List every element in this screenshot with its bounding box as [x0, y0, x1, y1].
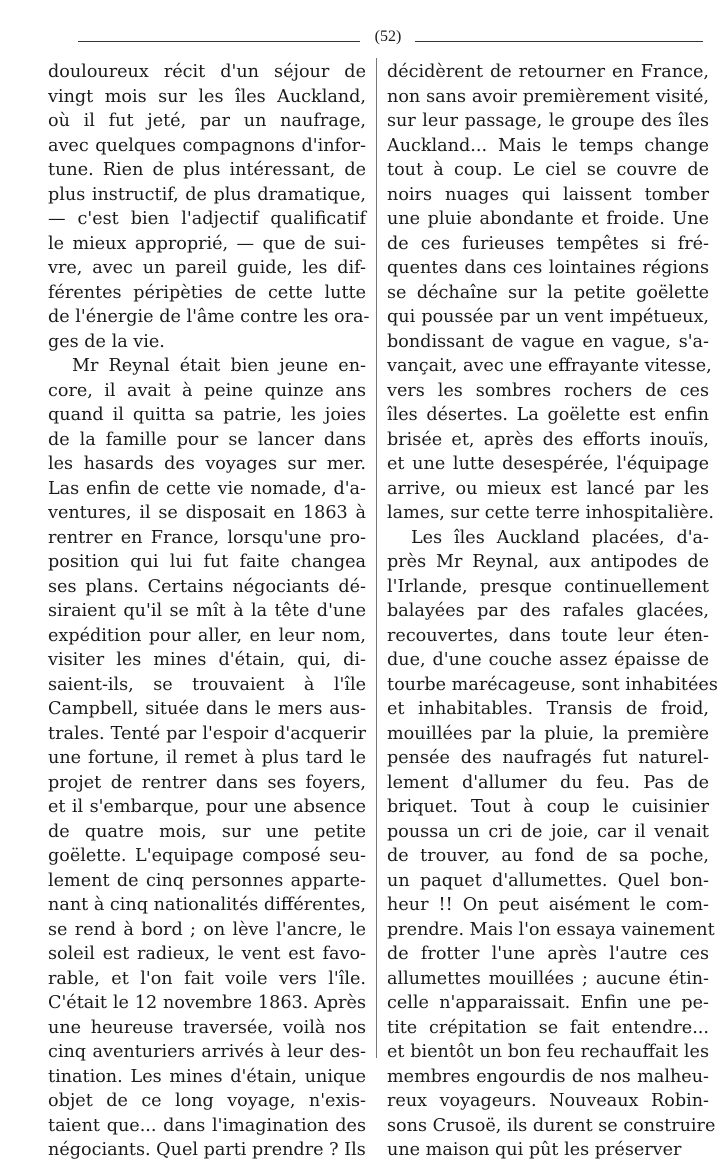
text-line: îles désertes. La goëlette est enfin	[387, 405, 709, 425]
text-line: quentes dans ces lointaines régions	[387, 258, 709, 278]
text-line: brisée et, après des efforts inouïs,	[387, 429, 709, 450]
text-line: Campbell, située dans le mers aus-	[48, 699, 366, 719]
text-line: trales. Tenté par l'espoir d'acquerir	[48, 723, 366, 744]
text-line: core, il avait à peine quinze ans	[48, 380, 366, 401]
text-line: qui poussée par un vent impétueux,	[387, 307, 709, 327]
text-line: membres engourdis de nos malheu-	[387, 1066, 709, 1087]
text-line: avec quelques compagnons d'infor-	[48, 135, 366, 156]
text-line: de la famille pour se lancer dans	[48, 429, 366, 450]
text-line: — c'est bien l'adjectif qualificatif	[48, 209, 366, 229]
text-line: C'était le 12 novembre 1863. Après	[48, 993, 366, 1013]
text-line: férentes péripèties de cette lutte	[48, 282, 366, 303]
text-line: le mieux approprié, — que de sui-	[48, 233, 366, 254]
text-line: reux voyageurs. Nouveaux Robin-	[387, 1091, 709, 1111]
text-line: goëlette. L'equipage composé seu-	[48, 846, 366, 866]
text-line: et il s'embarque, pour une absence	[48, 797, 366, 817]
text-line: Las enfin de cette vie nomade, d'a-	[48, 478, 366, 499]
text-line: lement de cinq personnes apparte-	[48, 870, 366, 891]
text-line: sons Crusoë, ils durent se construire	[387, 1115, 716, 1136]
text-line: balayées par des rafales glacées,	[387, 601, 709, 621]
text-line: visiter les mines d'étain, qui, di-	[48, 650, 366, 670]
column-divider	[376, 58, 377, 1058]
text-line: celle n'apparaissait. Enfin une pe-	[387, 993, 709, 1013]
text-line: décidèrent de retourner en France,	[387, 62, 709, 82]
text-line: ventures, il se disposait en 1863 à	[48, 503, 366, 523]
text-line: Mr Reynal était bien jeune en-	[72, 356, 366, 376]
text-line: prendre. Mais l'on essaya vainement	[387, 919, 715, 940]
text-line: douloureux récit d'un séjour de	[48, 62, 366, 82]
text-line: due, d'une couche assez épaisse de	[387, 650, 709, 670]
text-line: briquet. Tout à coup le cuisinier	[387, 797, 709, 817]
text-line: vre, avec un pareil guide, les dif-	[48, 258, 366, 278]
text-line: où il fut jeté, par un naufrage,	[48, 111, 366, 131]
header-rule-left	[78, 41, 360, 42]
text-line: nant à cinq nationalités différentes,	[48, 895, 366, 915]
text-line: de frotter l'une après l'autre ces	[387, 944, 709, 964]
text-line: poussa un cri de joie, car il venait	[387, 821, 709, 842]
text-line: vingt mois sur les îles Auckland,	[48, 86, 366, 107]
text-line: recouvertes, dans toute leur éten-	[387, 625, 709, 646]
text-line: objet de ce long voyage, n'exis-	[48, 1091, 366, 1111]
text-line: se déchaîne sur la petite goëlette	[387, 282, 709, 303]
text-line: de ces furieuses tempêtes si fré-	[387, 233, 709, 254]
text-line: lement d'allumer du feu. Pas de	[387, 772, 709, 793]
text-line: non sans avoir premièrement visité,	[387, 86, 709, 107]
text-line: les hasards des voyages sur mer.	[48, 454, 366, 474]
page-number: (52)	[374, 28, 402, 45]
text-line: rable, et l'on fait voile vers l'île.	[48, 968, 366, 989]
text-line: de l'énergie de l'âme contre les ora-	[48, 307, 370, 327]
text-line: ges de la vie.	[48, 331, 165, 352]
text-line: vançait, avec une effrayante vitesse,	[387, 356, 712, 376]
text-line: se rend à bord ; on lève l'ancre, le	[48, 919, 366, 940]
text-line: de trouver, au fond de sa poche,	[387, 846, 709, 866]
text-line: allumettes mouillées ; aucune étin-	[387, 968, 709, 989]
text-line: près Mr Reynal, aux antipodes de	[387, 552, 709, 572]
text-line: position qui lui fut faite changea	[48, 552, 366, 572]
text-line: taient que... dans l'imagination des	[48, 1115, 366, 1136]
text-line: et inhabitables. Transis de froid,	[387, 699, 709, 719]
text-line: pensée des naufragés fut naturel-	[387, 748, 709, 768]
text-line: un paquet d'allumettes. Quel bon-	[387, 870, 709, 891]
text-line: une heureuse traversée, voilà nos	[48, 1017, 366, 1038]
text-line: ses plans. Certains négociants dé-	[48, 576, 366, 597]
text-line: lames, sur cette terre inhospitalière.	[387, 503, 714, 523]
text-line: de quatre mois, sur une petite	[48, 821, 366, 842]
text-line: cinq aventuriers arrivés à leur des-	[48, 1042, 366, 1062]
text-line: rentrer en France, lorsqu'une pro-	[48, 527, 366, 548]
text-line: heur !! On peut aisément le com-	[387, 895, 709, 915]
text-line: plus instructif, de plus dramatique,	[48, 184, 366, 205]
right-column	[387, 60, 718, 1163]
text-line: une fortune, il remet à plus tard le	[48, 748, 366, 768]
text-line: et une lutte desespérée, l'équipage	[387, 454, 709, 474]
text-line: soleil est radieux, le vent est favo-	[48, 944, 366, 964]
text-line: tune. Rien de plus intéressant, de	[48, 160, 366, 180]
text-line: arrive, ou mieux est lancé par les	[387, 478, 709, 499]
text-line: une maison qui pût les préserver	[387, 1140, 682, 1160]
text-line: sur leur passage, le groupe des îles	[387, 111, 709, 131]
text-line: tination. Les mines d'étain, unique	[48, 1066, 366, 1087]
text-line: tout à coup. Le ciel se couvre de	[387, 160, 709, 180]
text-line: une pluie abondante et froide. Une	[387, 209, 709, 229]
header-rule-right	[415, 41, 703, 42]
text-line: vers les sombres rochers de ces	[387, 380, 709, 401]
text-line: Les îles Auckland placées, d'a-	[411, 527, 709, 548]
text-line: tourbe marécageuse, sont inhabitées	[387, 674, 718, 695]
page-header	[78, 28, 703, 50]
left-column	[48, 60, 370, 1163]
text-line: et bientôt un bon feu rechauffait les	[387, 1042, 709, 1062]
text-line: noirs nuages qui laissent tomber	[387, 184, 709, 205]
text-line: négociants. Quel parti prendre ? Ils	[48, 1140, 366, 1160]
text-line: Auckland... Mais le temps change	[387, 135, 709, 156]
text-line: quand il quitta sa patrie, les joies	[48, 405, 366, 425]
text-line: l'Irlande, presque continuellement	[387, 576, 709, 597]
text-line: tite crépitation se fait entendre...	[387, 1017, 709, 1038]
text-line: siraient qu'il se mît à la tête d'une	[48, 601, 366, 621]
text-line: bondissant de vague en vague, s'a-	[387, 331, 709, 352]
text-line: mouillées par la pluie, la première	[387, 723, 709, 744]
text-line: expédition pour aller, en leur nom,	[48, 625, 366, 646]
text-line: saient-ils, se trouvaient à l'île	[48, 674, 366, 695]
text-line: projet de rentrer dans ses foyers,	[48, 772, 366, 793]
